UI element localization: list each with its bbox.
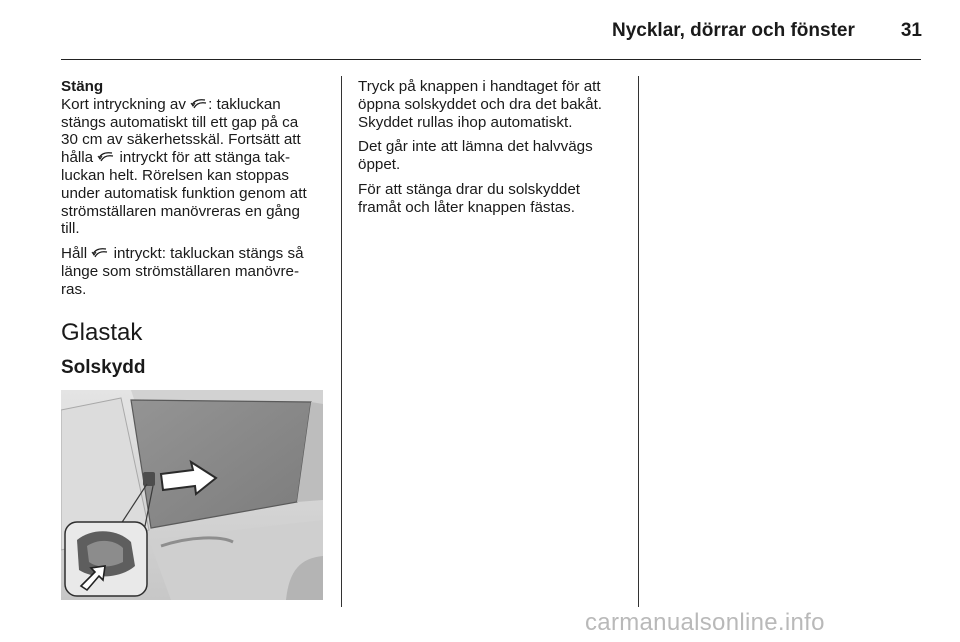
column-divider-1 bbox=[341, 76, 342, 607]
text-line: För att stänga drar du solskyddet bbox=[358, 180, 581, 198]
text-line: stängs automatiskt till ett gap på ca bbox=[61, 113, 299, 131]
text-fragment: Håll bbox=[61, 245, 92, 263]
sub-section-title: Solskydd bbox=[61, 357, 146, 378]
text-line: till. bbox=[61, 220, 80, 238]
shade-handle bbox=[143, 472, 155, 486]
paragraph-close-instruction bbox=[358, 181, 630, 217]
text-line: länge som strömställaren manövre- bbox=[61, 262, 300, 280]
paragraph-open-instruction bbox=[358, 78, 630, 131]
text-fragment: intryckt: takluckan stängs så bbox=[109, 245, 304, 263]
paragraph-hold-info bbox=[61, 245, 333, 298]
paragraph-close-info bbox=[61, 96, 333, 238]
paragraph-halfway-note bbox=[358, 138, 630, 174]
text-line: under automatisk funktion genom att bbox=[61, 184, 307, 202]
column-divider-2 bbox=[638, 76, 639, 607]
text-line: öppet. bbox=[358, 156, 401, 174]
column-2 bbox=[358, 78, 630, 224]
paragraph-heading: Stäng bbox=[61, 78, 104, 95]
column-1 bbox=[61, 78, 333, 306]
header-rule bbox=[61, 59, 921, 60]
button-detail bbox=[87, 541, 123, 567]
text-line: Det går inte att lämna det halvvägs bbox=[358, 138, 593, 156]
sunroof-close-switch-icon bbox=[91, 247, 109, 259]
text-line: 30 cm av säkerhetsskäl. Fortsätt att bbox=[61, 131, 301, 149]
watermark: carmanualsonline.info bbox=[585, 609, 825, 636]
sunroof-close-switch-icon bbox=[97, 151, 115, 163]
text-fragment: : takluckan bbox=[208, 95, 281, 113]
sunroof-close-switch-icon bbox=[190, 98, 208, 110]
section-title: Glastak bbox=[61, 319, 143, 346]
text-line: ras. bbox=[61, 280, 87, 298]
text-line: luckan helt. Rörelsen kan stoppas bbox=[61, 166, 289, 184]
text-fragment: Kort intryckning av bbox=[61, 95, 191, 113]
sunshade-illustration bbox=[61, 390, 323, 600]
text-line: öppna solskyddet och dra det bakåt. bbox=[358, 95, 603, 113]
text-line: strömställaren manövreras en gång bbox=[61, 202, 300, 220]
text-fragment: intryckt för att stänga tak- bbox=[115, 149, 291, 167]
text-line: Tryck på knappen i handtaget för att bbox=[358, 78, 601, 95]
page-header-title: Nycklar, dörrar och fönster bbox=[612, 20, 855, 41]
text-line: framåt och låter knappen fästas. bbox=[358, 198, 575, 216]
text-line: Skyddet rullas ihop automatiskt. bbox=[358, 113, 573, 131]
page-number: 31 bbox=[900, 20, 922, 41]
text-fragment: hålla bbox=[61, 149, 98, 167]
